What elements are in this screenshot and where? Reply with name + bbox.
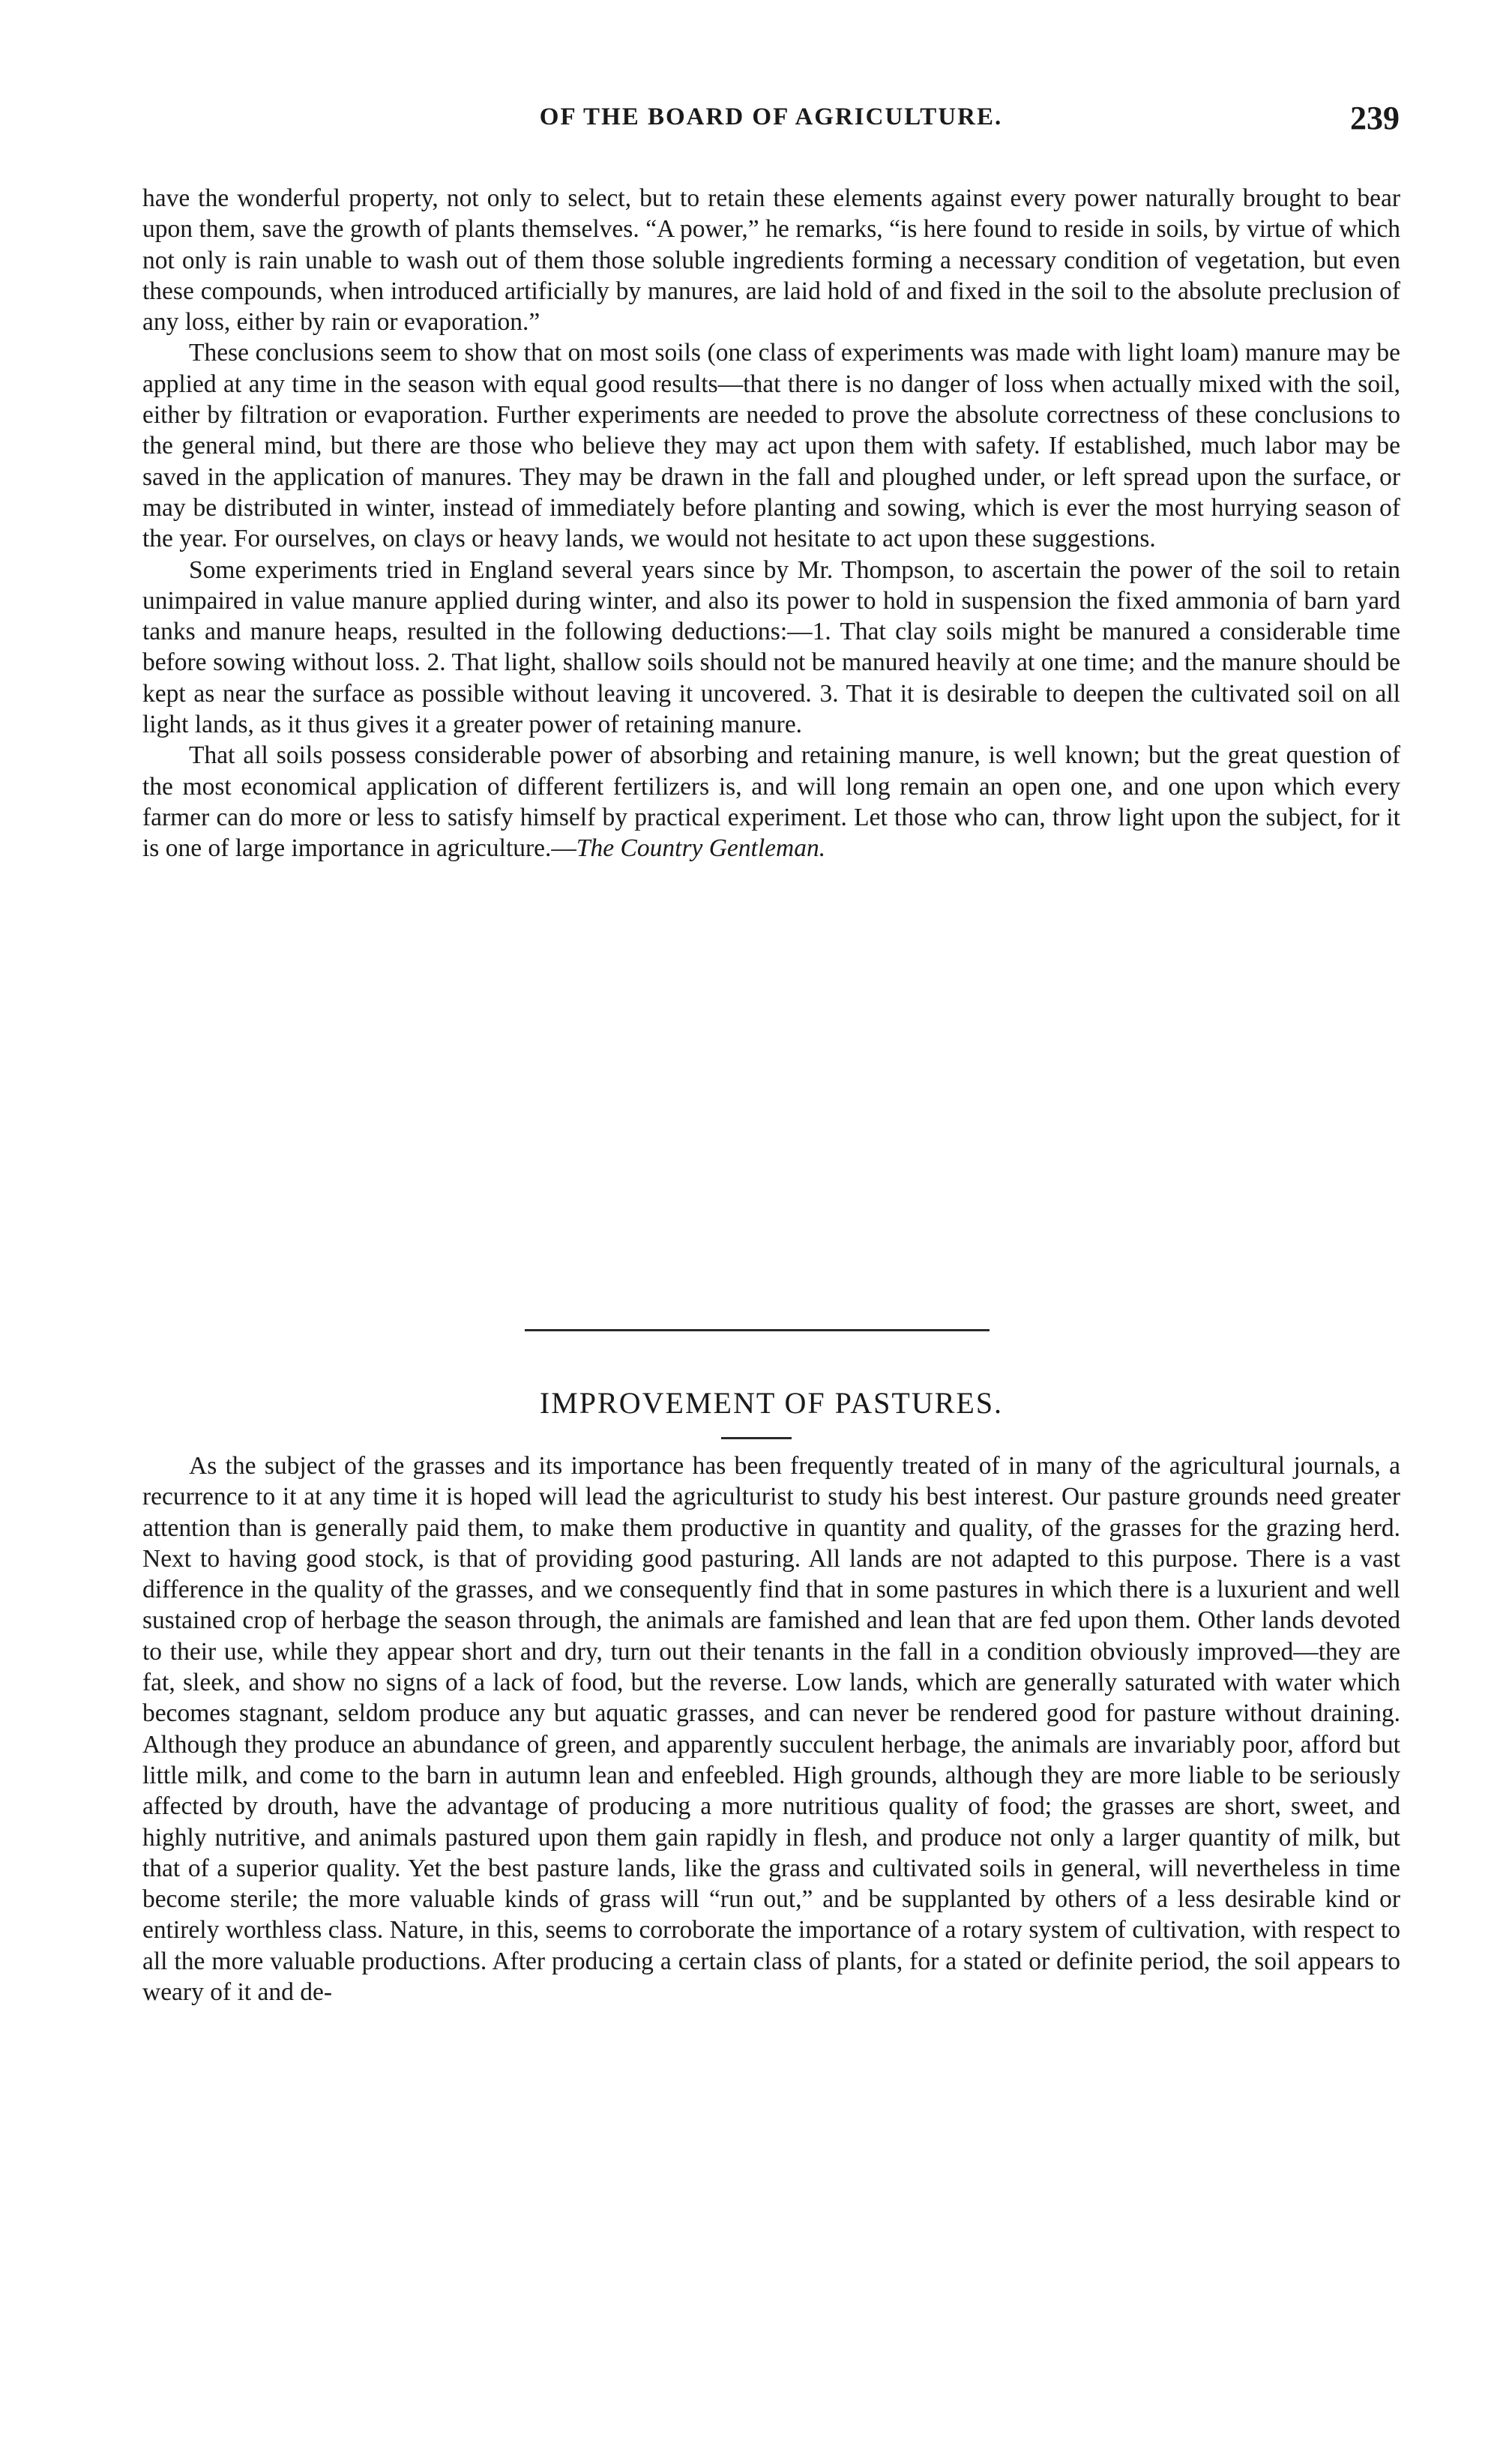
paragraph: These conclusions seem to show that on most soils (one class of experiments was made with light loam) manure may be applied at any time in the season with equal good results—that there is no danger of loss when actually mixed with the soil, either by filtration or evaporation. Further experiments are needed to prove the absolute correctness of these conclusions to the general mind, but there are those who believe they may act upon them with safety. If established, much labor may be saved in the application of manures. They may be drawn in the fall and ploughed under, or left spread upon the surface, or may be distributed in winter, instead of immediately before planting and sowing, which is ever the most hurrying season of the year. For ourselves, on clays or heavy lands, we would not hesitate to act upon these suggestions.	[142, 339, 1400, 553]
running-head	[142, 100, 1400, 148]
article-pastures-text	[142, 1451, 1400, 2007]
page-number: 239	[1350, 100, 1400, 136]
paragraph: have the wonderful property, not only to select, but to retain these elements against every power naturally brought to bear upon them, save the growth of plants themselves. “A power,” he remarks, “is here found to reside in soils, by virtue of which not only is rain unable to wash out of them those soluble ingredients forming a necessary condition of vegetation, but even these compounds, when introduced artificially by manures, are laid hold of and fixed in the soil to the absolute preclusion of any loss, either by rain or evaporation.”	[142, 184, 1400, 337]
paragraph: Some experiments tried in England several years since by Mr. Thompson, to ascertain the power of the soil to retain unimpaired in value manure applied during winter, and also its power to hold in suspension the fixed ammonia of barn yard tanks and manure heaps, resulted in the following deductions:—1. That clay soils might be manured a considerable time before sowing without loss. 2. That light, shallow soils should not be manured heavily at one time; and the manure should be kept as near the surface as possible without leaving it uncovered. 3. That it is desirable to deepen the cultivated soil on all light lands, as it thus gives it a greater power of retaining manure.	[142, 555, 1400, 739]
paragraph-text: That all soils possess considerable power of absorbing and retaining manure, is well known; but the great question of the most economical application of different fertilizers is, and will long remain an open one, and one upon which every farmer can do more or less to satisfy himself by practical experiment. Let those who can, throw light upon the subject, for it is one of large importance in agriculture.—	[142, 741, 1400, 863]
paragraph-with-citation	[142, 740, 1400, 864]
section-divider	[525, 1329, 990, 1331]
running-title: OF THE BOARD OF AGRICULTURE.	[539, 103, 1003, 130]
source-citation: The Country Gentleman.	[576, 834, 826, 863]
title-underline	[721, 1437, 792, 1439]
section-title: IMPROVEMENT OF PASTURES.	[539, 1386, 1004, 1420]
paragraph: As the subject of the grasses and its importance has been frequently treated of in many of the agricultural journals, a recurrence to it at any time it is hoped will lead the agriculturist to study his best interest. Our pasture grounds need greater attention than is generally paid them, to make them productive in quantity and quality, of the grasses for the grazing herd. Next to having good stock, is that of providing good pasturing. All lands are not adapted to this purpose. There is a vast difference in the quality of the grasses, and we consequently find that in some pastures in which there is a luxurient and well sustained crop of herbage the season through, the animals are famished and lean that are fed upon them. Other lands devoted to their use, while they appear short and dry, turn out their tenants in the fall in a condition obviously improved—they are fat, sleek, and show no signs of a lack of food, but the reverse. Low lands, which are generally saturated with water which becomes stagnant, seldom produce any but aquatic grasses, and can never be rendered good for pasture without draining. Although they produce an abundance of green, and apparently succulent herbage, the animals are invariably poor, afford but little milk, and come to the barn in autumn lean and enfeebled. High grounds, although they are more liable to be seriously affected by drouth, have the advantage of producing a more nutritious quality of food; the grasses are short, sweet, and highly nutritive, and animals pastured upon them gain rapidly in flesh, and produce not only a larger quantity of milk, but that of a superior quality. Yet the best pasture lands, like the grass and cultivated soils in general, will nevertheless in time become sterile; the more valuable kinds of grass will “run out,” and be supplanted by others of a less desirable kind or entirely worthless class. Nature, in this, seems to corroborate the importance of a rotary system of cultivation, with respect to all the more valuable productions. After producing a certain class of plants, for a stated or definite period, the soil appears to weary of it and de-	[142, 1452, 1400, 2007]
article-manure-text	[142, 183, 1400, 864]
